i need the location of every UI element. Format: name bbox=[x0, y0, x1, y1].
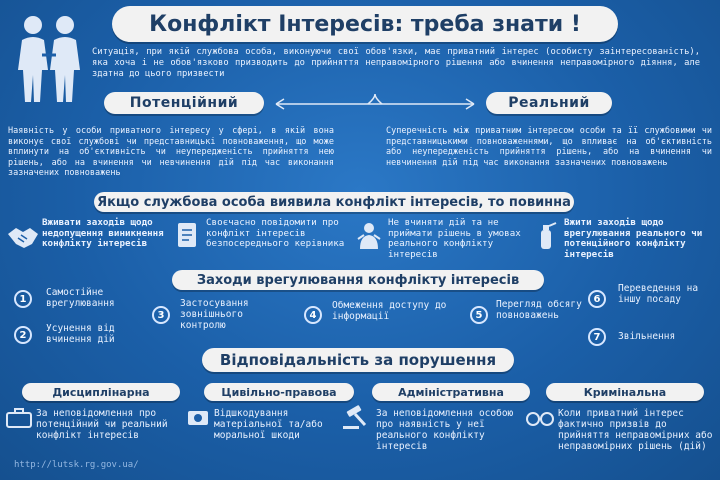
real-text: Суперечність між приватним інтересом особи та її службовими чи представницькими повноваженнями, що впливає на об'єктивність або неупередженість прийняття рішень, або на вчинення чи невчинення дій під час виконання зазначених повноважень bbox=[386, 126, 712, 168]
measure-item-3: Застосування зовнішнього контролю bbox=[180, 298, 249, 331]
liability-item-4: Коли приватний інтерес фактично призвів до прийняття неправомірних або неправомірних рішень (дій) bbox=[558, 408, 713, 452]
person-icon bbox=[354, 220, 384, 252]
people-handshake-icon bbox=[8, 10, 88, 105]
measure-number-7: 7 bbox=[588, 328, 606, 346]
duty-title: Якщо службова особа виявила конфлікт інтересів, то повинна bbox=[94, 192, 574, 212]
measure-number-3: 3 bbox=[152, 306, 170, 324]
measure-number-1: 1 bbox=[14, 290, 32, 308]
handcuffs-icon bbox=[524, 404, 556, 432]
extinguisher-icon bbox=[532, 220, 560, 252]
liability-title: Відповідальність за порушення bbox=[202, 348, 514, 372]
gavel-icon bbox=[340, 404, 372, 432]
measure-item-2: Усунення від вчинення дій bbox=[46, 323, 115, 345]
watermark-url: http://lutsk.rg.gov.ua/ bbox=[14, 460, 139, 470]
money-icon bbox=[184, 404, 212, 432]
measure-number-6: 6 bbox=[588, 290, 606, 308]
measure-number-2: 2 bbox=[14, 326, 32, 344]
measure-item-5: Перегляд обсягу повноважень bbox=[496, 299, 582, 321]
measure-item-7: Звільнення bbox=[618, 331, 676, 342]
document-icon bbox=[172, 220, 202, 252]
handshake-icon bbox=[6, 222, 40, 252]
potential-text: Наявність у особи приватного інтересу у сфері, в якій вона виконує свої службові чи представницькі повноваження, що може вплинути на об'єктивність чи неупередженість прийняття нею рішень, або на вчинення чи невчинення дій під час виконання зазначених повноважень bbox=[8, 126, 334, 178]
duty-item-3: Не вчиняти дій та не приймати рішень в умовах реального конфлікту інтересів bbox=[388, 217, 521, 260]
duty-item-2: Своєчасно повідомити про конфлікт інтересів безпосереднього керівника bbox=[206, 217, 345, 249]
double-arrow-icon bbox=[268, 92, 482, 114]
liability-item-3: За неповідомлення особою про наявність у неї реального конфлікту інтересів bbox=[376, 408, 514, 452]
measure-item-1: Самостійне врегулювання bbox=[46, 287, 115, 309]
intro-text: Ситуація, при якій службова особа, виконуючи свої обов'язки, має приватний інтерес (особисту заінтересованість), яка хоча і не обов'язково призводить до прийняття неправомірного рішення або вчинення неправомірного діяння, але здатна до цього призвести bbox=[92, 47, 700, 79]
measures-title: Заходи врегулювання конфлікту інтересів bbox=[172, 270, 544, 290]
measure-number-4: 4 bbox=[304, 306, 322, 324]
measure-item-4: Обмеження доступу до інформації bbox=[332, 300, 447, 322]
page-title bbox=[112, 6, 618, 42]
liability-item-1: За неповідомлення про потенційний чи реальний конфлікт інтересів bbox=[36, 408, 168, 441]
liability-badge-4: Кримінальна bbox=[546, 383, 704, 401]
measure-number-5: 5 bbox=[470, 306, 488, 324]
measure-item-6: Переведення на іншу посаду bbox=[618, 283, 699, 305]
liability-badge-2: Цивільно-правова bbox=[204, 383, 354, 401]
liability-item-2: Відшкодування матеріальної та/або моральної шкоди bbox=[214, 408, 323, 441]
liability-badge-1: Дисциплінарна bbox=[22, 383, 180, 401]
duty-item-1: Вживати заходів щодо недопущення виникнення конфлікту інтересів bbox=[42, 217, 164, 249]
title-text: Конфлікт Інтересів: треба знати ! bbox=[149, 11, 581, 37]
briefcase-icon bbox=[4, 406, 34, 430]
real-badge: Реальний bbox=[486, 92, 612, 114]
potential-badge: Потенційний bbox=[104, 92, 264, 114]
liability-badge-3: Адміністративна bbox=[372, 383, 530, 401]
duty-item-4: Вжити заходів щодо врегулювання реального чи потенційного конфлікту інтересів bbox=[564, 217, 703, 260]
